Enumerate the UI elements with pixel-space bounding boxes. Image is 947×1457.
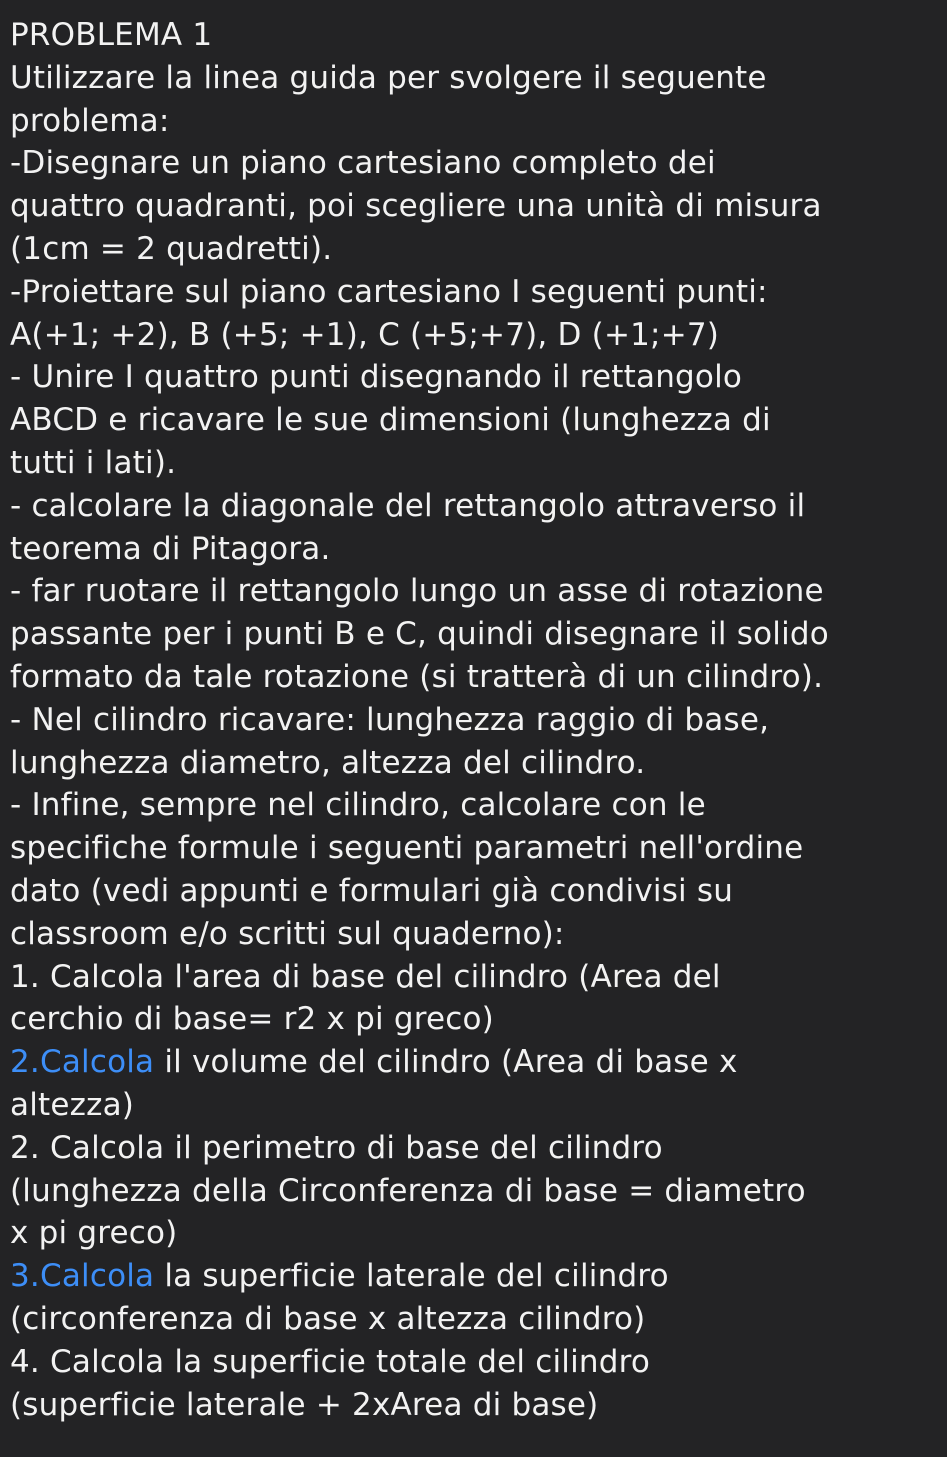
note-line: - calcolare la diagonale del rettangolo attraverso il <box>10 487 806 524</box>
note-line: (lunghezza della Circonferenza di base = diametro <box>10 1172 806 1209</box>
note-line: - Nel cilindro ricavare: lunghezza raggio di base, <box>10 701 770 738</box>
note-line: dato (vedi appunti e formulari già condivisi su <box>10 872 734 909</box>
note-title: PROBLEMA 1 <box>10 17 213 53</box>
note-line: formato da tale rotazione (si tratterà di un cilindro). <box>10 658 824 695</box>
note-line: (circonferenza di base x altezza cilindro) <box>10 1300 646 1337</box>
note-text[interactable] <box>10 14 935 1426</box>
calcola-link-3[interactable]: 3.Calcola <box>10 1258 155 1295</box>
step-2-text: il volume del cilindro (Area di base x <box>154 1044 738 1081</box>
note-line: -Proiettare sul piano cartesiano I seguenti punti: <box>10 273 768 310</box>
note-line: 1. Calcola l'area di base del cilindro (Area del <box>10 958 721 995</box>
note-line: -Disegnare un piano cartesiano completo dei <box>10 145 716 182</box>
note-line-step-3 <box>10 1255 935 1298</box>
note-line: tutti i lati). <box>10 444 177 481</box>
note-line: 2. Calcola il perimetro di base del cilindro <box>10 1129 663 1166</box>
note-line: Utilizzare la linea guida per svolgere il seguente <box>10 59 767 96</box>
note-line: specifiche formule i seguenti parametri nell'ordine <box>10 830 804 867</box>
note-line: quattro quadranti, poi scegliere una unità di misura <box>10 188 822 225</box>
note-line: classroom e/o scritti sul quaderno): <box>10 915 565 952</box>
note-line: - far ruotare il rettangolo lungo un asse di rotazione <box>10 573 824 610</box>
note-line-step-2 <box>10 1041 935 1084</box>
calcola-link-2[interactable]: 2.Calcola <box>10 1044 155 1081</box>
note-line: 4. Calcola la superficie totale del cilindro <box>10 1343 651 1380</box>
note-line: altezza) <box>10 1086 135 1123</box>
note-line: lunghezza diametro, altezza del cilindro. <box>10 744 646 781</box>
note-line: (1cm = 2 quadretti). <box>10 230 333 267</box>
note-line: cerchio di base= r2 x pi greco) <box>10 1001 494 1038</box>
note-line: A(+1; +2), B (+5; +1), C (+5;+7), D (+1;+7) <box>10 316 720 353</box>
step-3-text: la superficie laterale del cilindro <box>154 1258 669 1295</box>
note-line: x pi greco) <box>10 1215 178 1252</box>
note-line: - Infine, sempre nel cilindro, calcolare con le <box>10 787 706 824</box>
note-line: passante per i punti B e C, quindi disegnare il solido <box>10 616 829 653</box>
note-line: teorema di Pitagora. <box>10 530 331 567</box>
note-line: - Unire I quattro punti disegnando il rettangolo <box>10 359 743 396</box>
note-line: (superficie laterale + 2xArea di base) <box>10 1386 599 1423</box>
note-line: problema: <box>10 102 170 139</box>
note-line: ABCD e ricavare le sue dimensioni (lunghezza di <box>10 402 771 439</box>
